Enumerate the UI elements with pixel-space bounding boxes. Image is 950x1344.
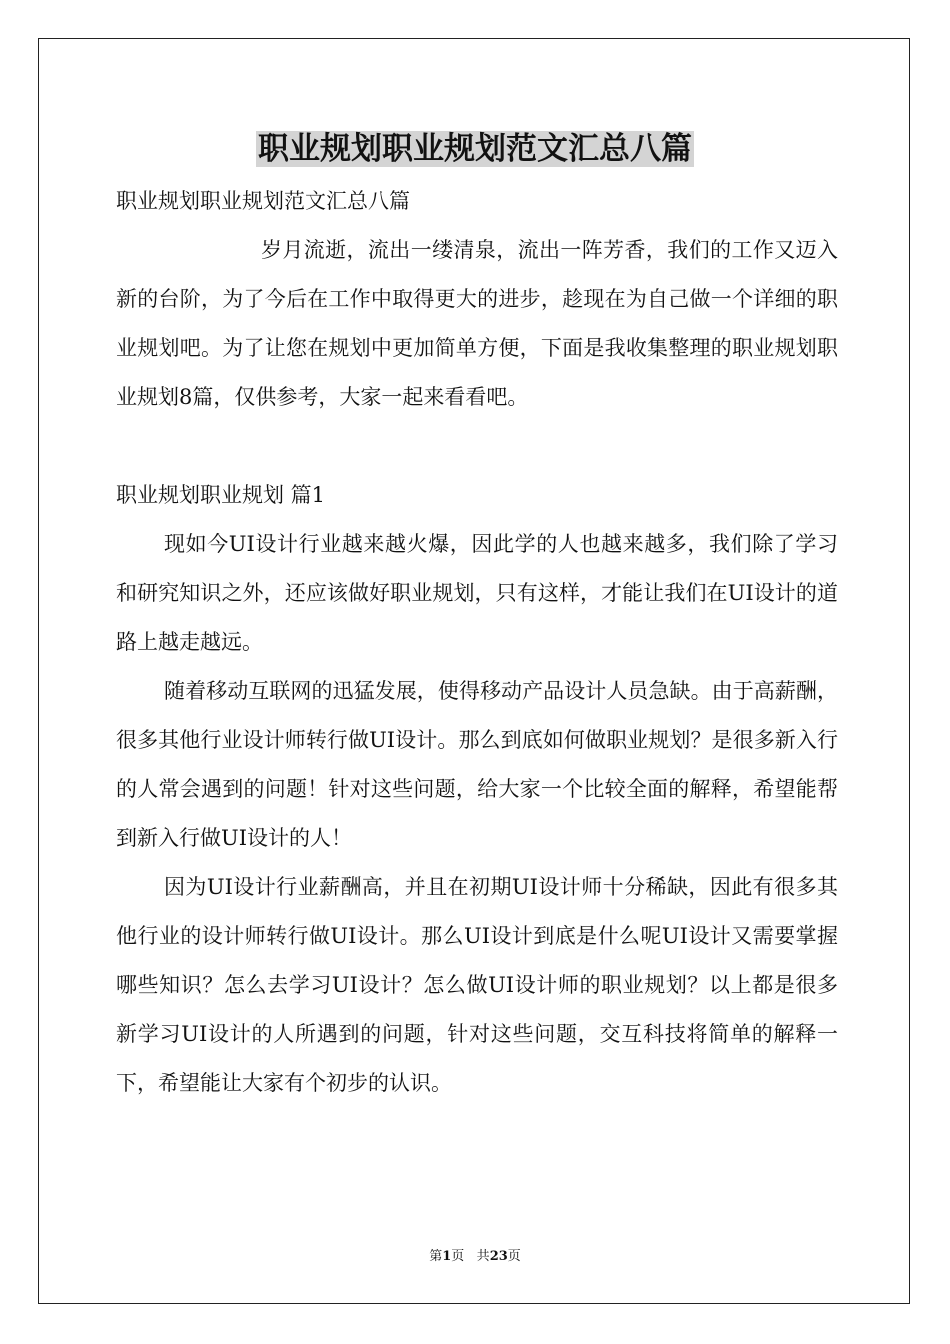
document-title [0, 126, 950, 172]
page-footer [0, 1248, 950, 1266]
total-prefix: 共 [476, 1249, 490, 1264]
total-pages: 23 [489, 1249, 508, 1264]
body-paragraph-1: 现如今UI设计行业越来越火爆，因此学的人也越来越多，我们除了学习和研究知识之外，还应该做好职业规划，只有这样，才能让我们在UI设计的道路上越走越远。 [116, 532, 838, 654]
document-title-text: 职业规划职业规划范文汇总八篇 [258, 131, 692, 167]
document-subtitle: 职业规划职业规划范文汇总八篇 [116, 189, 410, 213]
intro-paragraph: 岁月流逝，流出一缕清泉，流出一阵芳香，我们的工作又迈入新的台阶，为了今后在工作中取得更大的进步，趁现在为自己做一个详细的职业规划吧。为了让您在规划中更加简单方便，下面是我收集整理的职业规划职业规划8篇，仅供参考，大家一起来看看吧。 [116, 238, 838, 409]
page-suffix: 页 [451, 1249, 465, 1264]
blank-line [116, 422, 838, 471]
body-paragraph-3: 因为UI设计行业薪酬高，并且在初期UI设计师十分稀缺，因此有很多其他行业的设计师转行做UI设计。那么UI设计到底是什么呢UI设计又需要掌握哪些知识？怎么去学习UI设计？怎么做UI设计师的职业规划？以上都是很多新学习UI设计的人所遇到的问题，针对这些问题，交互科技将简单的解释一下，希望能让大家有个初步的认识。 [116, 875, 838, 1095]
page-number: 1 [442, 1249, 452, 1264]
document-body [116, 177, 838, 1108]
body-paragraph-2: 随着移动互联网的迅猛发展，使得移动产品设计人员急缺。由于高薪酬，很多其他行业设计师转行做UI设计。那么到底如何做职业规划？是很多新入行的人常会遇到的问题！针对这些问题，给大家一个比较全面的解释，希望能帮到新入行做UI设计的人！ [116, 679, 838, 850]
total-suffix: 页 [507, 1249, 521, 1264]
page-prefix: 第 [429, 1249, 443, 1264]
section-heading: 职业规划职业规划 篇1 [116, 483, 326, 507]
